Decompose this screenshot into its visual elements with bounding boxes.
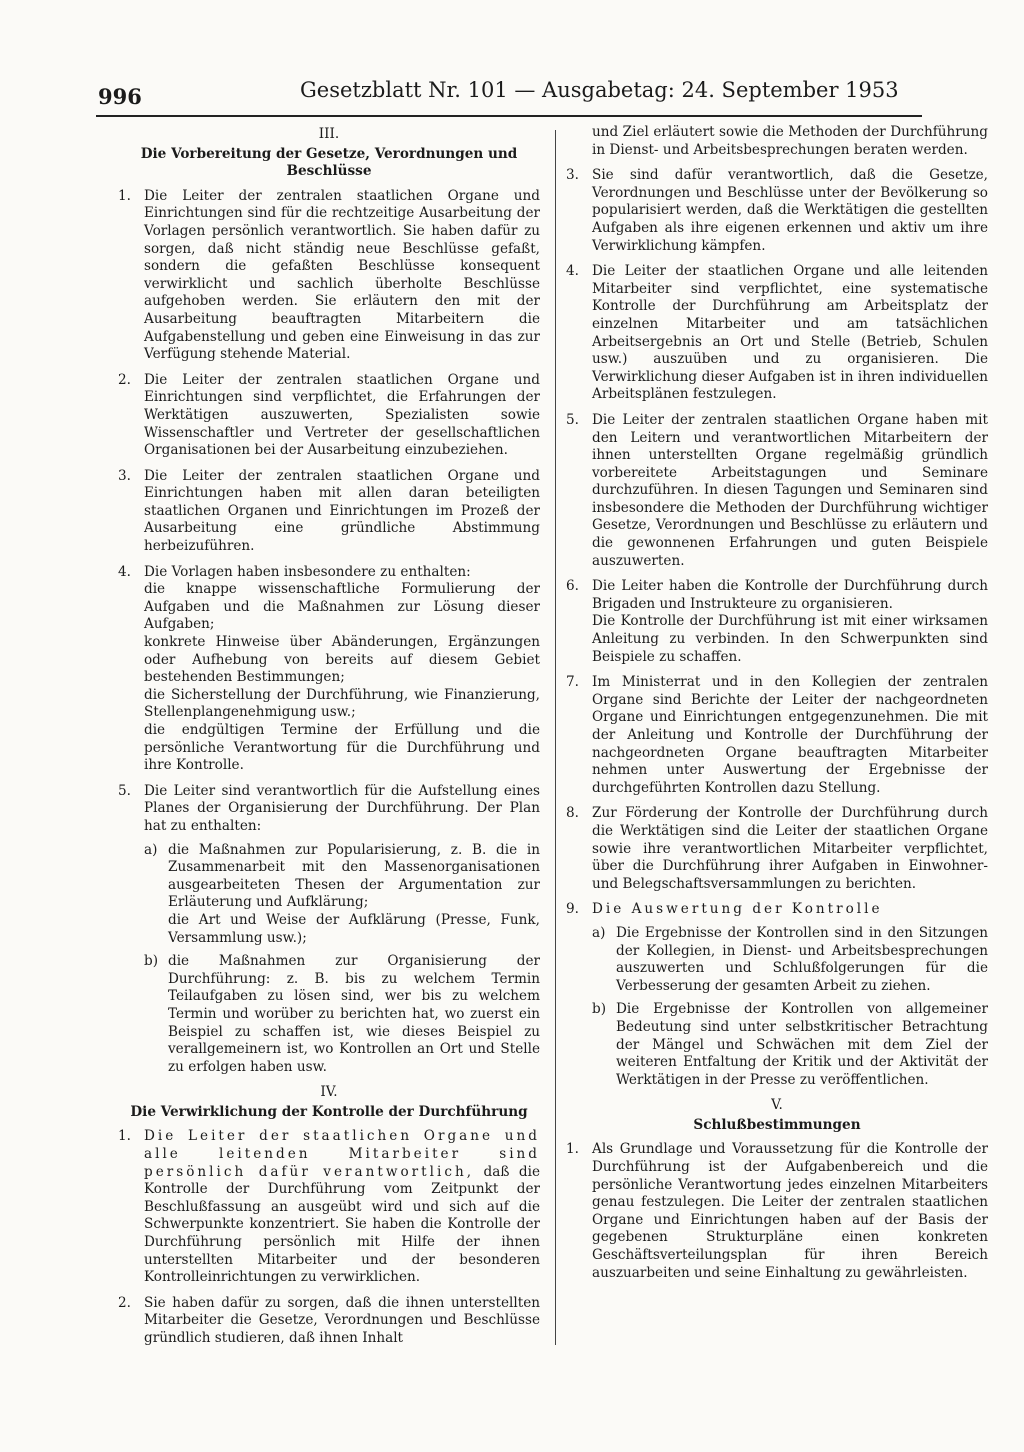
paragraph: Die Leiter sind verantwortlich für die Aufstellung eines Planes der Organisierung der Durchführung. Der Plan hat zu enthalten: [144, 782, 540, 834]
item-number: 1. [566, 1141, 579, 1158]
paragraph: Als Grundlage und Voraussetzung für die Kontrolle der Durchführung ist der Aufgabenbereich und die persönliche Verantwortung jedes einzelnen Mitarbeiters genau festzulegen. Die Leiter der zentralen staatlichen Organe und Einrichtungen haben auf der Basis der gegebenen Strukturpläne einen konkreten Geschäftsverteilungsplan für ihren Bereich auszuarbeiten und seine Einhaltung zu gewährleisten. [592, 1141, 988, 1281]
item-number: 1. [118, 1128, 131, 1145]
paragraph: Im Ministerrat und in den Kollegien der zentralen Organe sind Berichte der Leiter der nachgeordneten Organe und Einrichtungen entgegenzunehmen. Die mit der Anleitung und Kontrolle der Durchführung der nachgeordneten Organe beauftragten Mitarbeiter nehmen unter Auswertung der Ergebnisse der durchgeführten Kontrollen dazu Stellung. [592, 674, 988, 796]
sub-item [144, 953, 540, 1076]
paragraph: Sie haben dafür zu sorgen, daß die ihnen unterstellten Mitarbeiter die Gesetze, Verordnungen und Beschlüsse gründlich studieren, daß ihnen Inhalt [144, 1294, 540, 1346]
list-item [118, 564, 540, 775]
item-number: 5. [118, 782, 131, 799]
item-number: 2. [118, 371, 131, 388]
paragraph: die Maßnahmen zur Popularisierung, z. B. die in Zusammenarbeit mit den Massenorganisationen ausgearbeiteten Thesen der Argumentation zur Erläuterung und Aufklärung; [168, 841, 540, 911]
right-column [566, 124, 988, 1290]
spaced-emphasis: Die Leiter der staatlichen Organe und alle leitenden Mitarbeiter sind persönlich dafür verantwortlich, [144, 1128, 540, 1180]
item-number: 4. [566, 263, 579, 280]
sub-item-label: b) [144, 953, 159, 970]
sub-item-label: a) [144, 841, 158, 858]
item-number: 3. [118, 467, 131, 484]
left-column [118, 124, 540, 1356]
list-item [566, 263, 988, 404]
sub-item-label: a) [592, 924, 606, 941]
section-title: Die Vorbereitung der Gesetze, Verordnungen und Beschlüsse [140, 145, 518, 180]
paragraph-rest: daß die Kontrolle der Durchführung vom Zeitpunkt der Beschlußfassung an ausgeübt wird und sich auf die Schwerpunkte konzentriert. Sie haben die Kontrolle der Durchführung persönlich mit Hilfe der ihnen unterstellten Mitarbeiter und der besonderen Kontrolleinrichtungen zu verwirklichen. [144, 1163, 541, 1286]
list-item [118, 1295, 540, 1348]
paragraph: Die Leiter der zentralen staatlichen Organe und Einrichtungen sind verpflichtet, die Erfahrungen der Werktätigen auszuwerten, Spezialisten sowie Wissenschaftler und Vertreter der gesellschaftlichen Organisationen bei der Ausarbeitung einzubeziehen. [144, 371, 540, 459]
list-item [566, 412, 988, 570]
paragraph: und Ziel erläutert sowie die Methoden der Durchführung in Dienst- und Arbeitsbesprechungen beraten werden. [592, 124, 988, 158]
list-item [566, 674, 988, 797]
section-title: Schlußbestimmungen [693, 1116, 861, 1133]
section-number: IV. [320, 1084, 338, 1101]
paragraph: Die Ergebnisse der Kontrollen sind in den Sitzungen der Kollegien, in Dienst- und Arbeitsbesprechungen auszuwerten und Schlußfolgerungen für die Verbesserung der gesamten Arbeit zu ziehen. [616, 924, 988, 994]
paragraph: konkrete Hinweise über Abänderungen, Ergänzungen oder Aufhebung von bereits auf diesem Gebiet bestehenden Bestimmungen; [144, 634, 540, 686]
paragraph: Die Vorlagen haben insbesondere zu enthalten: [144, 563, 471, 580]
section-number: III. [318, 126, 340, 142]
paragraph: Die Leiter haben die Kontrolle der Durchführung durch Brigaden und Instrukteure zu organisieren. [592, 578, 988, 612]
section-title: Die Verwirklichung der Kontrolle der Durchführung [130, 1103, 528, 1120]
page-header-title: Gesetzblatt Nr. 101 — Ausgabetag: 24. September 1953 [300, 78, 899, 102]
paragraph [144, 1128, 540, 1286]
list-item [566, 1141, 988, 1282]
paragraph: die Maßnahmen zur Organisierung der Durchführung: z. B. bis zu welchem Termin Teilaufgaben zu lösen sind, wer bis zu welchem Termin und worüber zu berichten hat, wo zuerst ein Beispiel zu schaffen ist, wie dieses Beispiel zu verallgemeinern ist, wo Kontrollen an Ort und Stelle zu erfolgen haben usw. [168, 953, 540, 1075]
sub-item [592, 1001, 988, 1089]
list-item [118, 372, 540, 460]
paragraph: Die Leiter der zentralen staatlichen Organe und Einrichtungen haben mit allen daran beteiligten staatlichen Organen und Einrichtungen im Prozeß der Ausarbeitung eine gründliche Abstimmung herbeizuführen. [144, 467, 540, 555]
list-item [566, 167, 988, 255]
paragraph: die Art und Weise der Aufklärung (Presse, Funk, Versammlung usw.); [168, 911, 540, 946]
list-item [118, 188, 540, 364]
paragraph: die knappe wissenschaftliche Formulierung der Aufgaben und die Maßnahmen zur Lösung dieser Aufgaben; [144, 581, 540, 633]
list-item [566, 578, 988, 666]
item-number: 7. [566, 674, 579, 691]
paragraph: die Sicherstellung der Durchführung, wie Finanzierung, Stellenplangenehmigung usw.; [144, 686, 540, 721]
sub-item-label: b) [592, 1001, 607, 1018]
paragraph: Die Ergebnisse der Kontrollen von allgemeiner Bedeutung sind unter selbstkritischer Betrachtung der Mängel und Schwächen mit dem Ziel der weiteren Entfaltung der Kritik und der Aktivität der Werktätigen in der Presse zu veröffentlichen. [616, 1001, 988, 1088]
item-number: 5. [566, 411, 579, 428]
page-number: 996 [98, 84, 142, 109]
sub-item [592, 925, 988, 995]
section-number: V. [771, 1097, 783, 1114]
paragraph: Die Leiter der zentralen staatlichen Organe und Einrichtungen sind für die rechtzeitige Ausarbeitung der Vorlagen persönlich verantwortlich. Sie haben dafür zu sorgen, daß nicht ständig neue Beschlüsse gefaßt, sondern die gefaßten Beschlüsse konsequent verwirklicht und sachlich überholte Beschlüsse aufgehoben werden. Sie erläutern den mit der Ausarbeitung beauftragten Mitarbeitern die Aufgabenstellung und geben eine Einweisung in das zur Verfügung stehende Material. [144, 187, 540, 363]
list-item [118, 468, 540, 556]
item-number: 6. [566, 578, 579, 595]
paragraph: die endgültigen Termine der Erfüllung und die persönliche Verantwortung für die Durchführung und ihre Kontrolle. [144, 722, 540, 774]
paragraph: Sie sind dafür verantwortlich, daß die Gesetze, Verordnungen und Beschlüsse unter der Bevölkerung so popularisiert werden, daß die Werktätigen die gestellten Aufgaben als ihre eigenen erkennen und aktiv um ihre Verwirklichung kämpfen. [592, 167, 988, 254]
item-number: 3. [566, 167, 579, 184]
item-number: 9. [566, 901, 579, 918]
list-item [566, 805, 988, 893]
list-item [566, 901, 988, 1089]
paragraph: Zur Förderung der Kontrolle der Durchführung durch die Werktätigen sind die Leiter der staatlichen Organe sowie ihre verantwortlichen Mitarbeiter verpflichtet, über die Durchführung ihrer Aufgaben in Einwohner- und Belegschaftsversammlungen zu berichten. [592, 805, 988, 892]
item-number: 2. [118, 1294, 131, 1311]
list-item [118, 783, 540, 1077]
column-divider [555, 130, 556, 1345]
list-item-continued [566, 124, 988, 159]
paragraph: Die Kontrolle der Durchführung ist mit einer wirksamen Anleitung zu verbinden. In den Schwerpunkten sind Beispiele zu schaffen. [592, 613, 988, 665]
item-number: 4. [118, 563, 131, 580]
paragraph: Die Leiter der zentralen staatlichen Organe haben mit den Leitern und verantwortlichen Mitarbeitern der ihnen unterstellten Organe regelmäßig gründlich vorbereitete Arbeitstagungen und Seminare durchzuführen. In diesen Tagungen und Seminaren sind insbesondere die Methoden der Durchführung wichtiger Gesetze, Verordnungen und Beschlüsse zu erläutern und die gewonnenen Erfahrungen und guten Beispiele auszuwerten. [592, 411, 988, 569]
item-heading: Die Auswertung der Kontrolle [592, 901, 883, 918]
paragraph: Die Leiter der staatlichen Organe und alle leitenden Mitarbeiter sind verpflichtet, eine systematische Kontrolle der Durchführung am Arbeitsplatz der einzelnen Mitarbeiter und am tatsächlichen Arbeitsergebnis an Ort und Stelle (Betrieb, Schulen usw.) auszuüben und zu organisieren. Die Verwirklichung dieser Aufgaben ist in ihren individuellen Arbeitsplänen festzulegen. [592, 263, 988, 403]
item-number: 8. [566, 805, 579, 822]
item-number: 1. [118, 187, 131, 204]
header-rule [96, 115, 922, 117]
sub-item [144, 842, 540, 948]
list-item [118, 1128, 540, 1286]
